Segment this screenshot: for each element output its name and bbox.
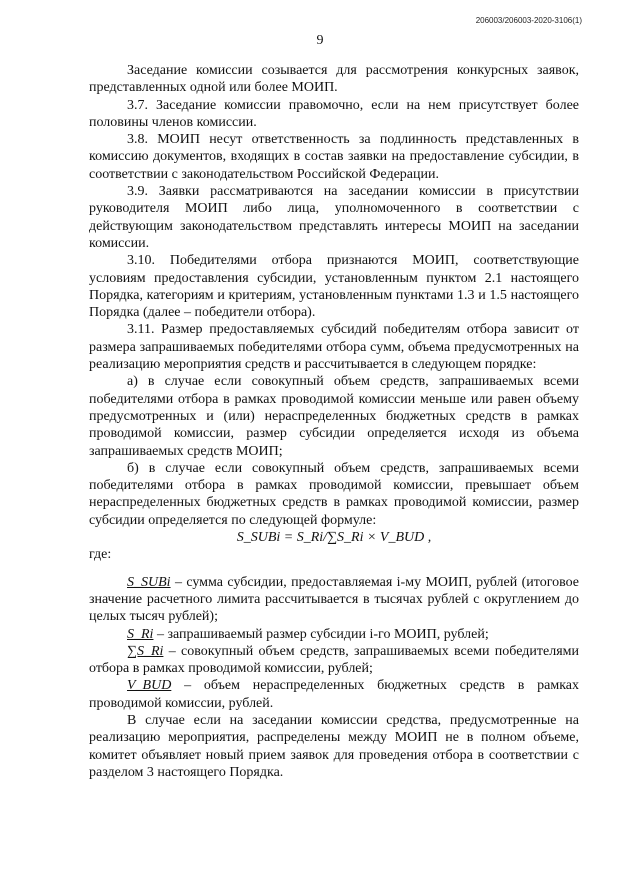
- definition-item: [89, 626, 579, 643]
- paragraph: 3.7. Заседание комиссии правомочно, если на нем присутствует более половины членов комиссии.: [89, 97, 579, 130]
- definition-item: [89, 677, 579, 712]
- where-label: где:: [89, 547, 112, 563]
- definition-variable: S_SUBi: [127, 574, 171, 590]
- definition-text: – совокупный объем средств, запрашиваемых всеми победителями отбора в рамках проводимой комиссии, рублей;: [89, 643, 579, 677]
- definition-text: – сумма субсидии, предоставляемая i-му МОИП, рублей (итоговое значение расчетного лимита рассчитывается в тысячах рублей с округлением до целых тысяч рублей);: [89, 574, 579, 625]
- definition-item: [89, 574, 579, 626]
- definition-text: – запрашиваемый размер субсидии i-го МОИП, рублей;: [153, 626, 489, 642]
- document-id: 206003/206003-2020-3106(1): [475, 16, 582, 25]
- subsidy-formula: S_SUBi = S_Ri/∑S_Ri × V_BUD ,: [236, 530, 432, 546]
- paragraph: 3.11. Размер предоставляемых субсидий победителям отбора зависит от размера запрашиваемых победителями отбора сумм, объема предусмотренных на реализацию мероприятия средств и рассчитывается в следующем порядке:: [89, 322, 579, 373]
- definition-variable: V_BUD: [127, 678, 172, 694]
- document-body: [89, 62, 579, 781]
- paragraph: 3.9. Заявки рассматриваются на заседании комиссии в присутствии руководителя МОИП либо лица, уполномоченного в соответствии с действующим законодательством представлять интересы МОИП на заседании комиссии.: [89, 184, 579, 251]
- page-number: 9: [316, 33, 324, 48]
- paragraph: Заседание комиссии созывается для рассмотрения конкурсных заявок, представленных одной или более МОИП.: [89, 63, 579, 96]
- definition-variable: ∑S_Ri: [127, 643, 164, 659]
- definition-item: [89, 643, 579, 678]
- definition-variable: S_Ri: [127, 626, 154, 642]
- paragraph: б) в случае если совокупный объем средств, запрашиваемых всеми победителями отбора в рамках проводимой комиссии, превышает объем нераспределенных бюджетных средств в рамках проводимой комиссии, размер субсидии определяется по следующей формуле:: [89, 460, 579, 528]
- paragraph: 3.10. Победителями отбора признаются МОИП, соответствующие условиям предоставления субсидии, установленным пунктом 2.1 настоящего Порядка, категориям и критериям, установленным пунктами 1.3 и 1.5 настоящего Порядка (далее – победители отбора).: [89, 253, 579, 321]
- definition-text: – объем нераспределенных бюджетных средств в рамках проводимой комиссии, рублей.: [89, 678, 579, 711]
- paragraph: а) в случае если совокупный объем средств, запрашиваемых всеми победителями отбора в рамках проводимой комиссии меньше или равен объему предусмотренных и (или) нераспределенных бюджетных средств в рамках проводимой комиссии, размер субсидии определяется исходя из объема запрашиваемых средств МОИП;: [89, 374, 579, 459]
- paragraph: 3.8. МОИП несут ответственность за подлинность представленных в комиссию документов, входящих в состав заявки на предоставление субсидии, в соответствии с законодательством Российской Федерации.: [89, 132, 579, 182]
- spacer: [89, 564, 579, 574]
- paragraph: В случае если на заседании комиссии средства, предусмотренные на реализацию мероприятия, распределены между МОИП не в полном объеме, комитет объявляет новый прием заявок для проведения отбора в соответствии с разделом 3 настоящего Порядка.: [89, 712, 579, 780]
